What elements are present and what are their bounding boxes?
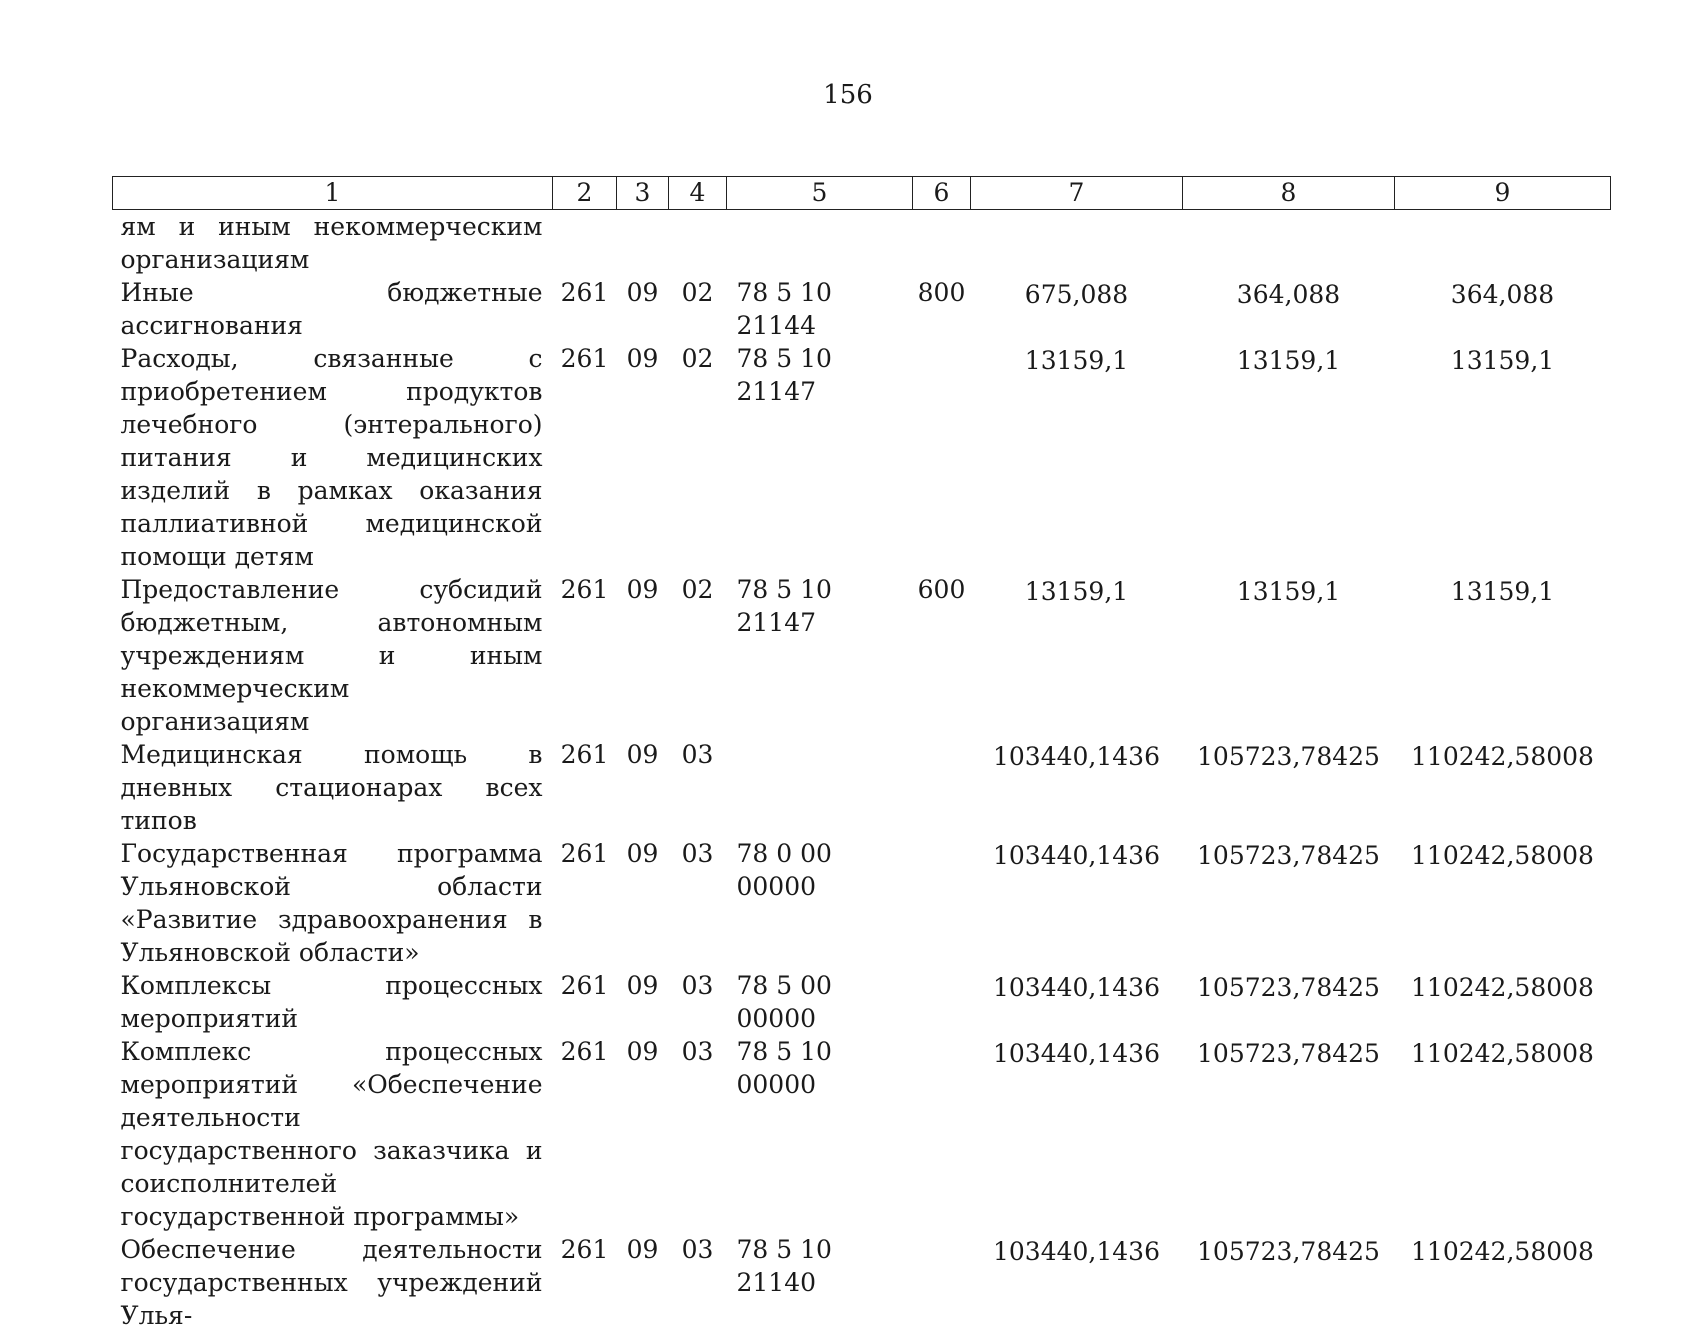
row-col6-cell bbox=[913, 1233, 971, 1332]
row-col2-cell bbox=[553, 210, 617, 277]
row-col7-cell: 13159,1 bbox=[971, 342, 1183, 573]
row-name-cell: Комплекс процессных мероприятий «Обеспечение деятельности государственного заказчика и соисполнителей государственной программы» bbox=[113, 1035, 553, 1233]
row-col2-cell: 261 bbox=[553, 1233, 617, 1332]
row-col6-cell bbox=[913, 837, 971, 969]
row-col9-cell bbox=[1395, 210, 1611, 277]
row-col6-cell bbox=[913, 738, 971, 837]
row-col7-cell bbox=[971, 210, 1183, 277]
row-col9-cell: 364,088 bbox=[1395, 276, 1611, 342]
header-row bbox=[113, 177, 1611, 210]
row-col5-cell: 78 5 10 21144 bbox=[727, 276, 913, 342]
table-row bbox=[113, 738, 1611, 837]
row-col4-cell: 03 bbox=[669, 738, 727, 837]
row-col4-cell bbox=[669, 210, 727, 277]
table-row bbox=[113, 1233, 1611, 1332]
row-col3-cell: 09 bbox=[617, 342, 669, 573]
row-col8-cell: 105723,78425 bbox=[1183, 1035, 1395, 1233]
row-col4-cell: 03 bbox=[669, 1035, 727, 1233]
column-header-5: 5 bbox=[727, 177, 913, 210]
row-col9-cell: 13159,1 bbox=[1395, 573, 1611, 738]
row-col9-cell: 110242,58008 bbox=[1395, 837, 1611, 969]
row-name-cell: Обеспечение деятельности государственных учреждений Улья- bbox=[113, 1233, 553, 1332]
row-name-cell: Иные бюджетные ассигнования bbox=[113, 276, 553, 342]
row-col7-cell: 675,088 bbox=[971, 276, 1183, 342]
column-header-2: 2 bbox=[553, 177, 617, 210]
row-col2-cell: 261 bbox=[553, 573, 617, 738]
row-col2-cell: 261 bbox=[553, 342, 617, 573]
row-col9-cell: 110242,58008 bbox=[1395, 738, 1611, 837]
row-col8-cell: 13159,1 bbox=[1183, 573, 1395, 738]
row-name-cell: Комплексы процессных мероприятий bbox=[113, 969, 553, 1035]
row-col7-cell: 103440,1436 bbox=[971, 837, 1183, 969]
table-row bbox=[113, 969, 1611, 1035]
table-header bbox=[113, 177, 1611, 210]
row-col7-cell: 103440,1436 bbox=[971, 738, 1183, 837]
row-col6-cell bbox=[913, 210, 971, 277]
budget-table bbox=[112, 176, 1611, 1332]
row-col8-cell: 364,088 bbox=[1183, 276, 1395, 342]
row-col8-cell: 105723,78425 bbox=[1183, 837, 1395, 969]
column-header-6: 6 bbox=[913, 177, 971, 210]
row-col9-cell: 110242,58008 bbox=[1395, 1233, 1611, 1332]
row-col2-cell: 261 bbox=[553, 1035, 617, 1233]
row-col2-cell: 261 bbox=[553, 276, 617, 342]
row-col6-cell bbox=[913, 969, 971, 1035]
table-row bbox=[113, 1035, 1611, 1233]
row-col9-cell: 110242,58008 bbox=[1395, 1035, 1611, 1233]
table-row bbox=[113, 276, 1611, 342]
row-col8-cell bbox=[1183, 210, 1395, 277]
row-col8-cell: 105723,78425 bbox=[1183, 738, 1395, 837]
row-col7-cell: 103440,1436 bbox=[971, 1035, 1183, 1233]
row-col3-cell: 09 bbox=[617, 276, 669, 342]
row-col3-cell: 09 bbox=[617, 738, 669, 837]
row-col3-cell: 09 bbox=[617, 837, 669, 969]
row-col4-cell: 03 bbox=[669, 1233, 727, 1332]
row-col5-cell: 78 5 10 21140 bbox=[727, 1233, 913, 1332]
row-name-cell: Государственная программа Ульяновской области «Развитие здравоохранения в Ульяновской области» bbox=[113, 837, 553, 969]
table-row bbox=[113, 210, 1611, 277]
row-name-cell: ям и иным некоммерческим организациям bbox=[113, 210, 553, 277]
row-col5-cell bbox=[727, 210, 913, 277]
row-col5-cell: 78 5 00 00000 bbox=[727, 969, 913, 1035]
row-col7-cell: 103440,1436 bbox=[971, 1233, 1183, 1332]
row-col3-cell: 09 bbox=[617, 969, 669, 1035]
column-header-7: 7 bbox=[971, 177, 1183, 210]
row-col5-cell: 78 0 00 00000 bbox=[727, 837, 913, 969]
column-header-4: 4 bbox=[669, 177, 727, 210]
row-name-cell: Расходы, связанные с приобретением продуктов лечебного (энтерального) питания и медицинских изделий в рамках оказания паллиативной медицинской помощи детям bbox=[113, 342, 553, 573]
row-col4-cell: 03 bbox=[669, 969, 727, 1035]
table-body bbox=[113, 210, 1611, 1332]
table-row bbox=[113, 837, 1611, 969]
table-row bbox=[113, 573, 1611, 738]
column-header-3: 3 bbox=[617, 177, 669, 210]
row-col4-cell: 03 bbox=[669, 837, 727, 969]
row-col9-cell: 110242,58008 bbox=[1395, 969, 1611, 1035]
row-col4-cell: 02 bbox=[669, 276, 727, 342]
row-col5-cell: 78 5 10 21147 bbox=[727, 342, 913, 573]
row-name-cell: Предоставление субсидий бюджетным, автономным учреждениям и иным некоммерческим организациям bbox=[113, 573, 553, 738]
row-col8-cell: 13159,1 bbox=[1183, 342, 1395, 573]
row-name-cell: Медицинская помощь в дневных стационарах всех типов bbox=[113, 738, 553, 837]
row-col6-cell bbox=[913, 1035, 971, 1233]
column-header-1: 1 bbox=[113, 177, 553, 210]
row-col5-cell bbox=[727, 738, 913, 837]
row-col7-cell: 13159,1 bbox=[971, 573, 1183, 738]
row-col8-cell: 105723,78425 bbox=[1183, 1233, 1395, 1332]
row-col2-cell: 261 bbox=[553, 969, 617, 1035]
column-header-9: 9 bbox=[1395, 177, 1611, 210]
row-col5-cell: 78 5 10 21147 bbox=[727, 573, 913, 738]
row-col3-cell: 09 bbox=[617, 1035, 669, 1233]
row-col7-cell: 103440,1436 bbox=[971, 969, 1183, 1035]
row-col3-cell: 09 bbox=[617, 573, 669, 738]
row-col2-cell: 261 bbox=[553, 837, 617, 969]
row-col9-cell: 13159,1 bbox=[1395, 342, 1611, 573]
row-col2-cell: 261 bbox=[553, 738, 617, 837]
row-col4-cell: 02 bbox=[669, 342, 727, 573]
row-col5-cell: 78 5 10 00000 bbox=[727, 1035, 913, 1233]
row-col6-cell bbox=[913, 342, 971, 573]
row-col4-cell: 02 bbox=[669, 573, 727, 738]
column-header-8: 8 bbox=[1183, 177, 1395, 210]
row-col6-cell: 600 bbox=[913, 573, 971, 738]
row-col6-cell: 800 bbox=[913, 276, 971, 342]
page-number: 156 bbox=[0, 80, 1696, 110]
row-col3-cell: 09 bbox=[617, 1233, 669, 1332]
row-col3-cell bbox=[617, 210, 669, 277]
row-col8-cell: 105723,78425 bbox=[1183, 969, 1395, 1035]
table-row bbox=[113, 342, 1611, 573]
